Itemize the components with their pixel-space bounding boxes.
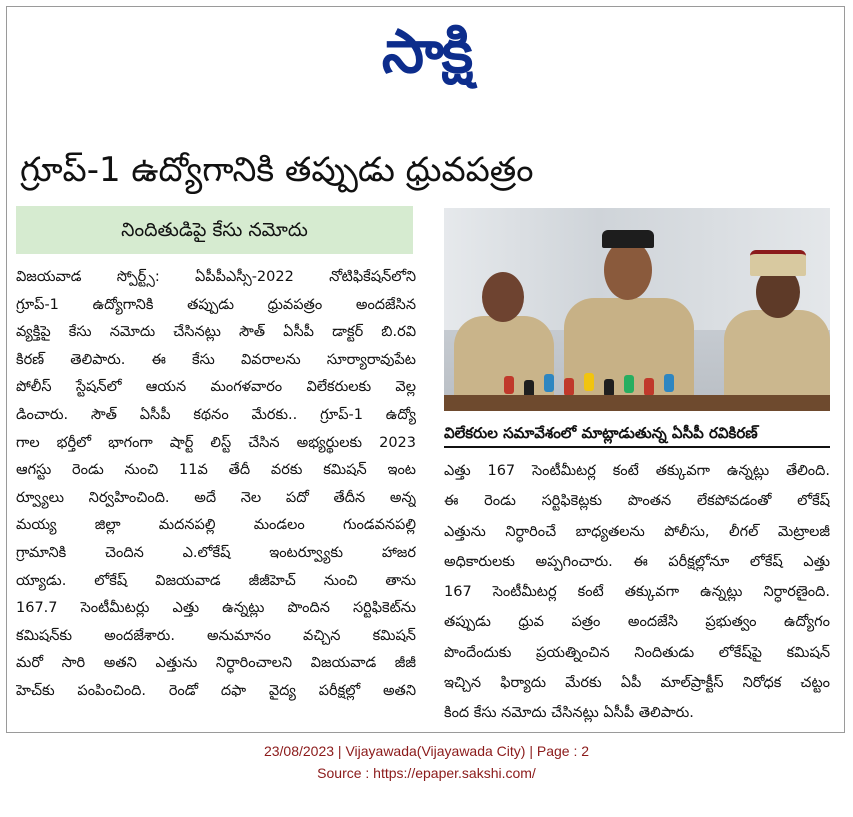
text-line: గ్రామానికి చెందిన ఎ.లోకేష్ ఇంటర్వ్యూకు హాజర: [16, 544, 416, 561]
text-line: 167 సెంటీమీటర్ల కంటే తక్కువగా ఉన్నట్లు నిర్ధారణైంది.: [444, 584, 830, 601]
text-line: కమిషన్‌కు అందజేశారు. అనుమానం వచ్చిన కమిషన్: [16, 627, 416, 644]
text-line: మయ్య జిల్లా మదనపల్లి మండలం గుండవనపల్లి: [16, 517, 416, 534]
text-line: హెచ్‌కు పంపించింది. రెండో దఫా వైద్య పరీక్షల్లో అతని: [16, 682, 416, 699]
text-line: ఎత్తు 167 సెంటీమీటర్ల కంటే తక్కువగా ఉన్నట్లు తేలింది.: [444, 463, 830, 479]
text-line: అధికారులకు అప్పగించారు. ఈ పరీక్షల్లోనూ లోకేష్ ఎత్తు: [444, 553, 830, 570]
text-line: 167.7 సెంటీమీటర్లు ఎత్తు ఉన్నట్లు పొందిన సర్టిఫికెట్‌ను: [16, 600, 416, 617]
right-text-column: [444, 456, 830, 729]
text-line: పొందేందుకు ప్రయత్నించిన నిందితుడు లోకేష్‌పై కమిషన్: [444, 644, 830, 661]
article-headline: గ్రూప్-1 ఉద్యోగానికి తప్పుడు ధ్రువపత్రం: [20, 150, 534, 190]
text-line: య్యాడు. లోకేష్ విజయవాడ జీజీహెచ్ నుంచి తాను: [16, 572, 416, 589]
microphone: [624, 375, 634, 393]
text-line: ఎత్తును నిర్ధారించే బాధ్యతలను పోలీసు, లీగల్ మెట్రాలజీ: [444, 523, 830, 540]
text-line: డించారు. సౌత్ ఏసీపీ కథనం మేరకు.. గ్రూప్-1 ఉద్యో: [16, 406, 416, 423]
photo-caption: విలేకరుల సమావేశంలో మాట్లాడుతున్న ఏసీపీ రవికిరణ్: [444, 418, 830, 448]
text-line: పోలీస్ స్టేషన్‌లో ఆయన మంగళవారం విలేకరులకు వెల్ల: [16, 379, 416, 396]
text-line: తప్పుడు ధ్రువ పత్రం అందజేసి ప్రభుత్వం ఉద్యోగం: [444, 614, 830, 631]
text-line: వ్యక్తిపై కేసు నమోదు చేసినట్లు సౌత్ ఏసీపీ డాక్టర్ బి.రవి: [16, 324, 416, 341]
microphone: [504, 376, 514, 394]
microphone: [584, 373, 594, 391]
text-line: ర్వ్యూలు నిర్వహించింది. అదే నెల పదో తేదీన అన్న: [16, 489, 416, 506]
text-line: ఇచ్చిన ఫిర్యాదు మేరకు ఏపీ మాల్‌ప్రాక్టీస్ నిరోధక చట్టం: [444, 675, 830, 692]
footer-dateline: 23/08/2023 | Vijayawada(Vijayawada City) | Page : 2: [263, 743, 590, 759]
left-text-column: [16, 264, 416, 706]
microphone: [664, 374, 674, 392]
officer-right: [724, 248, 830, 411]
text-line: ఆగస్టు రెండు నుంచి 11వ తేదీ వరకు కమిషన్ ఇంట: [16, 462, 416, 479]
text-line: కిరణ్ తెలిపారు. ఈ కేసు వివరాలను సూర్యారావుపేట: [16, 351, 416, 368]
press-table: [444, 395, 830, 411]
text-line: మరో సారి అతని ఎత్తును నిర్ధారించాలని విజయవాడ జీజీ: [16, 655, 416, 672]
text-line: విజయవాడ స్పోర్ట్స్: ఏపీపీఎస్సీ-2022 నోటిఫికేషన్‌లోని: [16, 269, 416, 285]
text-line: ఈ రెండు సర్టిఫికెట్లకు పొంతన లేకపోవడంతో లోకేష్: [444, 493, 830, 510]
article-subheadline: నిందితుడిపై కేసు నమోదు: [16, 206, 413, 254]
sakshi-logo: సాక్షి: [381, 17, 472, 87]
press-meet-photo: [444, 208, 830, 411]
microphone: [644, 378, 654, 396]
microphone: [544, 374, 554, 392]
page-footer: [0, 740, 853, 784]
footer-source: Source : https://epaper.sakshi.com/: [317, 765, 536, 781]
text-line: కింద కేసు నమోదు చేసినట్లు ఏసీపీ తెలిపారు.: [444, 705, 694, 722]
microphone: [564, 378, 574, 396]
text-line: గాల భర్తీలో భాగంగా షార్ట్ లిస్ట్ చేసిన అభ్యర్థులకు 2023: [16, 434, 416, 451]
text-line: గ్రూప్-1 ఉద్యోగానికి తప్పుడు ధ్రువపత్రం అందజేసిన: [16, 296, 416, 313]
